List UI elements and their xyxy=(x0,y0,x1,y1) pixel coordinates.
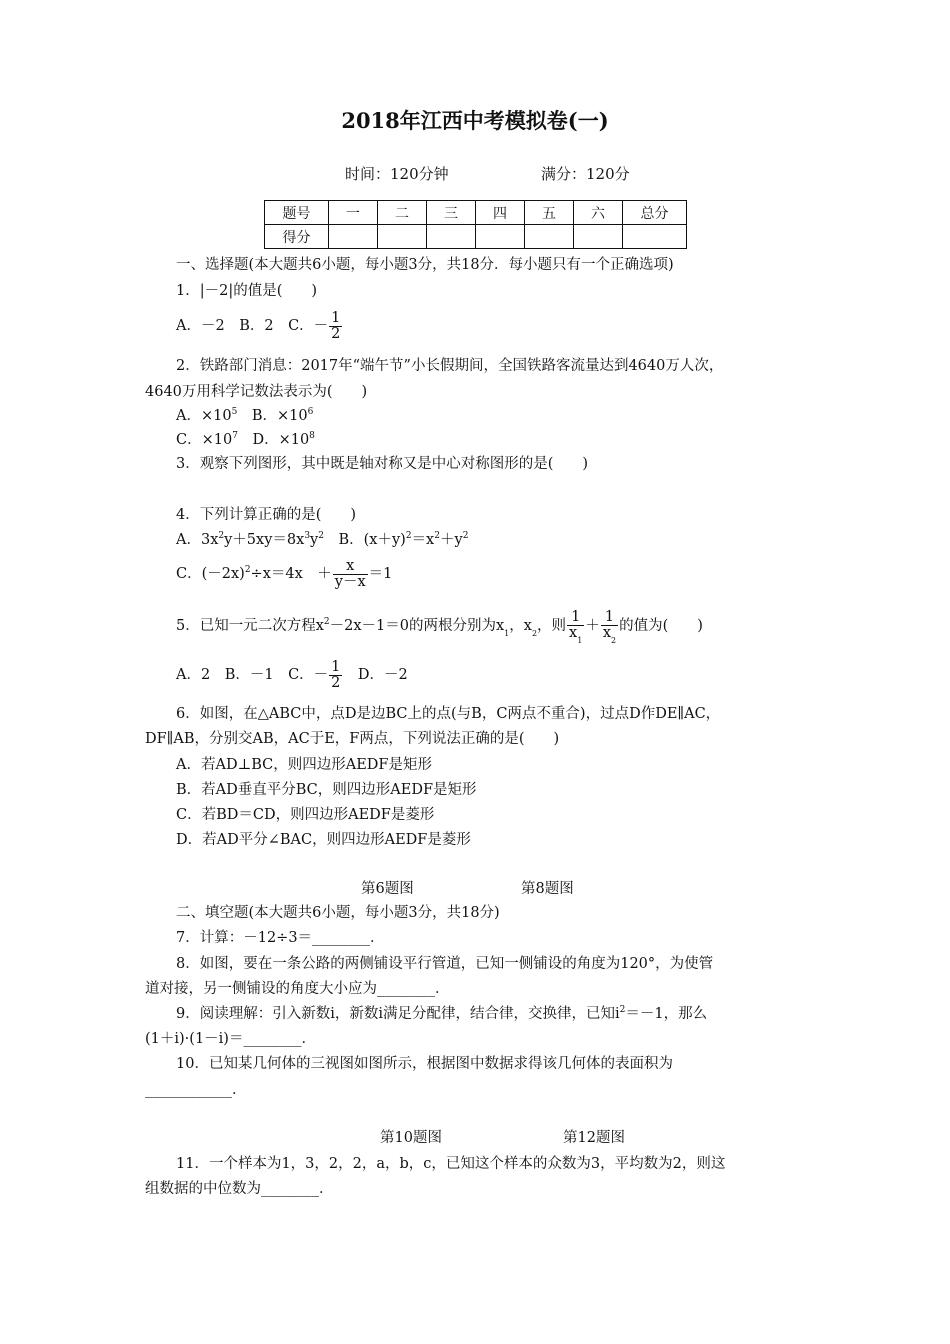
score-table-score-row xyxy=(265,225,687,249)
frac-denominator xyxy=(567,625,584,645)
q5-fraction-2 xyxy=(601,609,618,645)
frac-x: x xyxy=(602,625,612,641)
frac-denominator xyxy=(601,625,618,645)
score-header-cell: 总分 xyxy=(623,201,687,225)
score-header-cell: 题号 xyxy=(265,201,329,225)
q8-stem-line1: 8．如图，要在一条公路的两侧铺设平行管道，已知一侧铺设的角度为120°，为使管 xyxy=(176,956,714,972)
exponent: 2 xyxy=(318,531,324,541)
score-header-cell: 三 xyxy=(427,201,476,225)
score-cell[interactable] xyxy=(574,225,623,249)
q10-stem-line1: 10．已知某几何体的三视图如图所示，根据图中数据求得该几何体的表面积为 xyxy=(176,1056,673,1072)
exponent: 2 xyxy=(405,531,412,541)
q5-options xyxy=(176,659,408,691)
subscript: 1 xyxy=(504,629,510,638)
score-row-label: 得分 xyxy=(265,225,329,249)
q9-stem-line2: (1＋i)·(1－i)＝________． xyxy=(145,1031,316,1047)
q4-option-a-part2: y＋5xy＝8x xyxy=(224,532,305,548)
score-cell[interactable] xyxy=(378,225,427,249)
q5-text: 的值为( ) xyxy=(619,618,703,634)
q5-fraction-1 xyxy=(567,609,584,645)
q9-text: ＝－1，那么 xyxy=(625,1006,708,1022)
q5-text: ，x xyxy=(509,618,532,634)
exponent: 2 xyxy=(619,1005,626,1015)
q11-stem-line1: 11．一个样本为1，3，2，2，a，b，c，已知这个样本的众数为3，平均数为2，则这 xyxy=(176,1156,726,1172)
q4-option-b-part3: ＋y xyxy=(439,532,463,548)
frac-numerator: 1 xyxy=(601,610,618,626)
q2-option-a: A．×10 xyxy=(176,408,232,424)
score-cell[interactable] xyxy=(623,225,687,249)
score-header-cell: 五 xyxy=(525,201,574,225)
q5-text: 5．已知一元二次方程x xyxy=(176,618,324,634)
frac-denominator: 2 xyxy=(331,325,341,342)
q5-text: ，则 xyxy=(537,618,567,634)
q2-options-ab xyxy=(176,407,313,427)
exam-full-score: 满分：120分 xyxy=(541,165,630,183)
q4-stem: 4．下列计算正确的是( ) xyxy=(176,507,357,523)
q4-option-b-part2: ＝x xyxy=(411,532,435,548)
frac-denominator: 2 xyxy=(331,674,341,691)
subscript: 1 xyxy=(577,636,583,645)
q5-options-text: A．2 B．－1 C．－ xyxy=(176,667,329,683)
exponent: 2 xyxy=(462,531,469,541)
score-header-cell: 二 xyxy=(378,201,427,225)
q6-option-c: C．若BD＝CD，则四边形AEDF是菱形 xyxy=(176,807,435,823)
exponent: 2 xyxy=(434,531,440,541)
score-table xyxy=(264,200,687,249)
q6-option-b: B．若AD垂直平分BC，则四边形AEDF是矩形 xyxy=(176,782,477,798)
figure8-caption: 第8题图 xyxy=(521,881,574,897)
subscript: 2 xyxy=(611,636,617,645)
score-cell[interactable] xyxy=(525,225,574,249)
q2-options-cd xyxy=(176,431,315,451)
q4-options-cd xyxy=(176,557,392,593)
frac-numerator: x xyxy=(333,559,368,575)
q4-fraction xyxy=(333,559,368,590)
q6-option-a: A．若AD⊥BC，则四边形AEDF是矩形 xyxy=(176,757,432,773)
exponent: 2 xyxy=(244,565,251,575)
score-cell[interactable] xyxy=(427,225,476,249)
q7-stem: 7．计算：－12÷3＝________． xyxy=(176,930,385,946)
q4-option-a-part3: y xyxy=(310,532,319,548)
q1-options xyxy=(176,310,343,342)
q5-stem xyxy=(176,606,703,648)
q5-option-fraction xyxy=(329,660,342,691)
section2-heading: 二、填空题(本大题共6小题，每小题3分，共18分) xyxy=(176,905,500,921)
exponent: 2 xyxy=(323,617,330,627)
score-header-cell: 四 xyxy=(476,201,525,225)
q9-stem-line1 xyxy=(176,1005,707,1025)
q4-option-c-part3: ＝1 xyxy=(368,566,393,582)
q2-exp-b: 6 xyxy=(307,407,314,417)
q5-text: －2x－1＝0的两根分别为x xyxy=(329,618,505,634)
q8-stem-line2: 道对接，另一侧铺设的角度大小应为________． xyxy=(145,981,450,997)
q9-text: 9．阅读理解：引入新数i，新数i满足分配律，结合律，交换律，已知i xyxy=(176,1006,620,1022)
q3-stem: 3．观察下列图形，其中既是轴对称又是中心对称图形的是( ) xyxy=(176,456,589,472)
q6-option-d: D．若AD平分∠BAC，则四边形AEDF是菱形 xyxy=(176,832,471,848)
frac-x: x xyxy=(569,625,578,641)
q2-exp-d: 8 xyxy=(309,431,315,441)
q4-option-c-part2: ÷x＝4x ＋ xyxy=(250,566,332,582)
q2-stem-line1: 2．铁路部门消息：2017年“端午节”小长假期间，全国铁路客流量达到4640万人次， xyxy=(176,358,724,374)
score-cell[interactable] xyxy=(476,225,525,249)
page-title: 2018年江西中考模拟卷(一) xyxy=(341,108,609,133)
frac-numerator: 1 xyxy=(331,658,341,675)
q2-stem-line2: 4640万用科学记数法表示为( ) xyxy=(145,384,368,400)
exponent: 3 xyxy=(304,531,311,541)
score-header-cell: 一 xyxy=(329,201,378,225)
figure10-caption: 第10题图 xyxy=(380,1130,442,1146)
q6-stem-line1: 6．如图，在△ABC中，点D是边BC上的点(与B，C两点不重合)，过点D作DE∥AC， xyxy=(176,706,721,722)
section1-heading: 一、选择题(本大题共6小题，每小题3分，共18分．每小题只有一个正确选项) xyxy=(176,257,674,273)
exam-time: 时间：120分钟 xyxy=(345,165,449,183)
score-table-header-row xyxy=(265,201,687,225)
q4-option-a-part1: A．3x xyxy=(176,532,219,548)
q1-stem: 1．|－2|的值是( ) xyxy=(176,283,318,299)
frac-numerator: 1 xyxy=(567,610,584,626)
q4-options-ab xyxy=(176,531,468,551)
q2-option-c: C．×10 xyxy=(176,432,233,448)
score-header-cell: 六 xyxy=(574,201,623,225)
q5-option-d: D．－2 xyxy=(357,667,408,683)
q1-fraction xyxy=(329,311,342,342)
subscript: 2 xyxy=(531,629,538,638)
q6-stem-line2: DF∥AB，分别交AB，AC于E，F两点，下列说法正确的是( ) xyxy=(145,731,560,747)
exponent: 2 xyxy=(218,531,225,541)
q1-options-text: A．－2 B．2 C．－ xyxy=(176,318,329,334)
q2-option-d: D．×10 xyxy=(252,432,310,448)
frac-denominator: y－x xyxy=(334,573,366,590)
figure12-caption: 第12题图 xyxy=(563,1130,625,1146)
q4-option-c-part1: C．(－2x) xyxy=(176,566,245,582)
q11-stem-line2: 组数据的中位数为________． xyxy=(145,1181,334,1197)
score-cell[interactable] xyxy=(329,225,378,249)
figure6-caption: 第6题图 xyxy=(361,881,414,897)
plus-sign: ＋ xyxy=(585,618,600,634)
q10-stem-line2: ____________． xyxy=(145,1082,247,1098)
frac-numerator: 1 xyxy=(331,309,341,326)
q2-exp-c: 7 xyxy=(232,431,238,441)
q2-exp-a: 5 xyxy=(231,407,238,417)
q4-option-b-part1: B．(x＋y) xyxy=(338,532,406,548)
q2-option-b: B．×10 xyxy=(251,408,308,424)
